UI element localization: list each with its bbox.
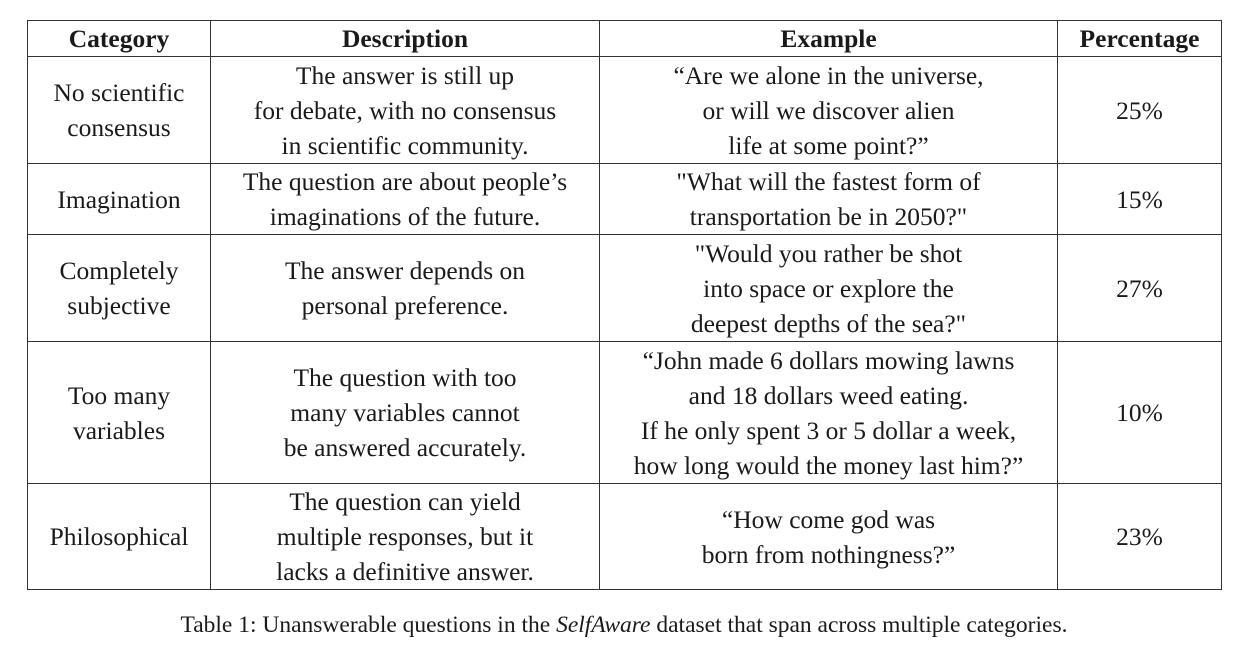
description-line: multiple responses, but it xyxy=(276,522,534,551)
description-line: The answer is still up xyxy=(295,60,515,90)
table-row xyxy=(28,164,1222,235)
description-cell xyxy=(211,164,600,235)
description-line: imaginations of the future. xyxy=(269,202,541,231)
category-cell xyxy=(28,164,211,235)
category-line: Completely xyxy=(59,256,179,285)
description-line: for debate, with no consensus xyxy=(253,95,557,125)
results-table-container xyxy=(27,20,1221,590)
description-line: The question with too xyxy=(293,363,517,392)
example-line: "What will the fastest form of xyxy=(676,167,981,196)
category-cell xyxy=(28,57,211,164)
example-cell xyxy=(600,164,1058,235)
description-cell xyxy=(211,342,600,484)
description-line: The answer depends on xyxy=(284,256,526,285)
example-line: or will we discover alien xyxy=(702,95,955,125)
description-line: personal preference. xyxy=(301,291,509,320)
header-category: Category xyxy=(28,21,211,57)
categories-table xyxy=(27,20,1222,590)
example-line: and 18 dollars weed eating. xyxy=(688,380,969,410)
example-cell xyxy=(600,235,1058,342)
table-header-row xyxy=(28,21,1222,57)
example-line: transportation be in 2050?" xyxy=(689,202,968,231)
example-cell xyxy=(600,342,1058,484)
category-line: No scientific xyxy=(53,78,185,107)
category-line: variables xyxy=(72,415,166,445)
example-cell xyxy=(600,57,1058,164)
table-row xyxy=(28,342,1222,484)
caption-suffix: dataset that span across multiple categories. xyxy=(650,612,1068,638)
example-line: how long would the money last him?” xyxy=(633,450,1024,480)
example-line: "Would you rather be shot xyxy=(694,238,963,268)
header-description: Description xyxy=(211,21,600,57)
category-line: subjective xyxy=(67,291,171,320)
table-caption xyxy=(0,610,1248,640)
description-line: in scientific community. xyxy=(281,130,529,160)
example-line: “John made 6 dollars mowing lawns xyxy=(642,345,1015,375)
header-percentage: Percentage xyxy=(1058,21,1222,57)
example-line: “Are we alone in the universe, xyxy=(673,60,984,90)
example-line: deepest depths of the sea?" xyxy=(690,308,967,338)
category-cell xyxy=(28,484,211,590)
example-cell xyxy=(600,484,1058,590)
table-row xyxy=(28,235,1222,342)
category-line: Too many xyxy=(67,380,171,410)
example-line: into space or explore the xyxy=(703,273,954,303)
table-row xyxy=(28,484,1222,590)
description-line: lacks a definitive answer. xyxy=(276,557,534,586)
description-line: The question are about people’s xyxy=(242,167,568,196)
description-line: be answered accurately. xyxy=(283,433,527,462)
percentage-cell: 15% xyxy=(1058,164,1222,235)
category-cell xyxy=(28,342,211,484)
percentage-cell: 27% xyxy=(1058,235,1222,342)
caption-dataset-name: SelfAware xyxy=(556,612,651,638)
example-line: born from nothingness?” xyxy=(701,539,956,569)
caption-prefix: Table 1: Unanswerable questions in the xyxy=(180,612,557,638)
table-row xyxy=(28,57,1222,164)
example-line: “How come god was xyxy=(721,504,936,534)
category-line: consensus xyxy=(67,113,171,142)
percentage-cell: 25% xyxy=(1058,57,1222,164)
category-line: Philosophical xyxy=(49,522,189,551)
percentage-cell: 23% xyxy=(1058,484,1222,590)
description-line: many variables cannot xyxy=(290,398,520,427)
description-cell xyxy=(211,57,600,164)
example-line: life at some point?” xyxy=(728,130,929,160)
description-cell xyxy=(211,484,600,590)
example-line: If he only spent 3 or 5 dollar a week, xyxy=(640,415,1017,445)
description-cell xyxy=(211,235,600,342)
description-line: The question can yield xyxy=(289,487,521,516)
category-cell xyxy=(28,235,211,342)
header-example: Example xyxy=(600,21,1058,57)
category-line: Imagination xyxy=(57,184,181,214)
percentage-cell: 10% xyxy=(1058,342,1222,484)
